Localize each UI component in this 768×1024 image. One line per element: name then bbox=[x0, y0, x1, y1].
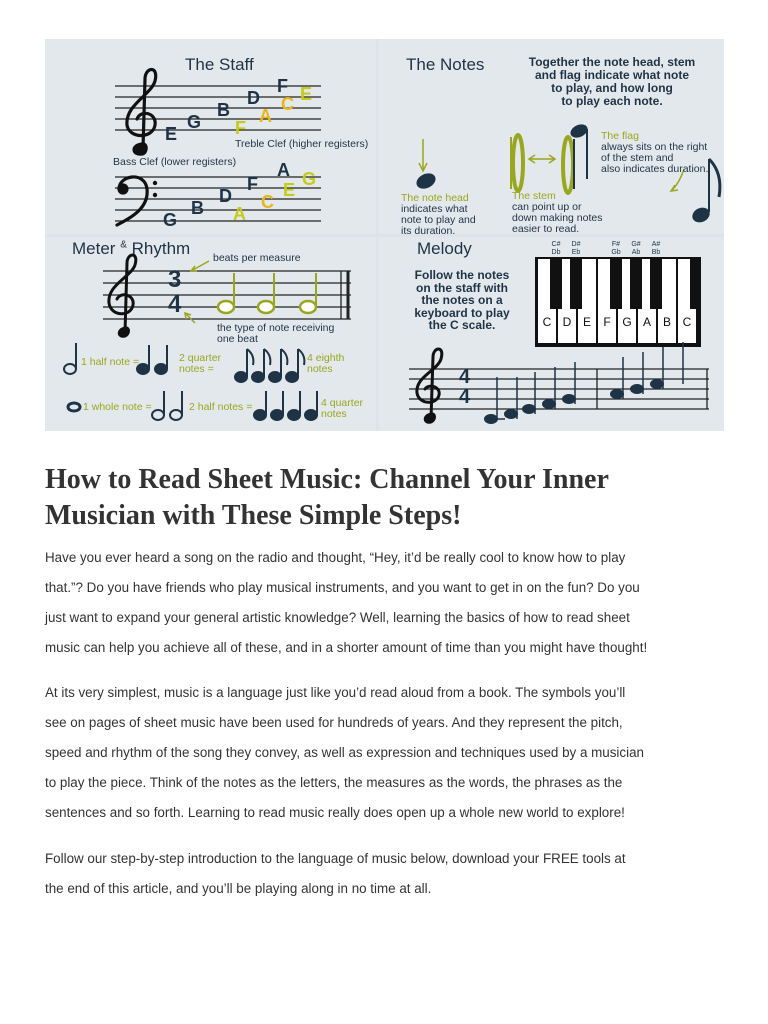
treble-clef-icon bbox=[127, 70, 156, 156]
key-label: F bbox=[603, 315, 611, 329]
accidental-3: F# Gb bbox=[611, 241, 621, 256]
notes-panel bbox=[379, 39, 724, 234]
meter-panel bbox=[45, 237, 376, 431]
notes-title: The Notes bbox=[406, 55, 485, 74]
treble-clef-icon bbox=[417, 349, 442, 423]
music-infographic bbox=[45, 39, 724, 431]
accidental-2: D# Eb bbox=[571, 241, 581, 256]
meter-title: Meter & Rhythm bbox=[72, 239, 191, 258]
treble-clef-icon bbox=[109, 255, 136, 337]
key-label: G bbox=[622, 315, 632, 329]
bass-space-G: G bbox=[302, 169, 317, 189]
treble-space-C: C bbox=[281, 94, 294, 114]
treble-clef-label: Treble Clef (higher registers) bbox=[235, 138, 369, 150]
four-quarter-label: 4 quarter notes bbox=[321, 397, 364, 420]
staff-panel bbox=[45, 39, 376, 234]
article-title: How to Read Sheet Music: Channel Your Inner Musician with These Simple Steps! bbox=[45, 464, 609, 531]
key-label: A bbox=[642, 315, 651, 329]
melody-panel bbox=[379, 237, 724, 431]
intro-paragraph: Have you ever heard a song on the radio and thought, “Hey, it’d be really cool to know how to play that.”? Do you have friends who play musical instruments, and you want to get in on the fun? Do you just want to expand your general artistic knowledge? Well, learning the basics of how to read sheet music can help you achieve all of these, and in a shorter amount of time than you might have thought! bbox=[45, 550, 648, 655]
note-head-caption: The note head indicates what note to play and its duration. bbox=[401, 192, 476, 234]
treble-note-B: B bbox=[217, 100, 230, 120]
treble-note-F: F bbox=[277, 76, 288, 96]
bass-clef-label: Bass Clef (lower registers) bbox=[113, 156, 237, 168]
whole-note-label: 1 whole note = bbox=[83, 401, 152, 413]
half-note-label: 1 half note = bbox=[81, 356, 140, 368]
melody-time-bottom: 4 bbox=[459, 386, 471, 408]
two-quarter-label: 2 quarter notes = bbox=[179, 352, 222, 375]
melody-time-top: 4 bbox=[459, 366, 471, 388]
bass-note-F: F bbox=[247, 174, 258, 194]
melody-description: Follow the notes on the staff with the notes on a keyboard to play the C scale. bbox=[414, 268, 510, 332]
key-label: E bbox=[582, 315, 591, 329]
treble-note-E: E bbox=[165, 124, 178, 144]
bass-note-B: B bbox=[191, 198, 204, 218]
key-label: C bbox=[542, 315, 552, 329]
bass-space-A: A bbox=[233, 204, 246, 224]
melody-drawing bbox=[379, 237, 724, 431]
key-label: B bbox=[662, 315, 671, 329]
accidental-5: A# Bb bbox=[651, 241, 661, 256]
treble-note-D: D bbox=[247, 88, 260, 108]
four-eighth-label: 4 eighth notes bbox=[307, 352, 345, 375]
bass-space-E: E bbox=[283, 180, 296, 200]
bass-note-D: D bbox=[219, 186, 232, 206]
stem-caption: The stem can point up or down making notes easier to read. bbox=[512, 190, 603, 234]
bass-space-C: C bbox=[261, 192, 274, 212]
bass-note-A: A bbox=[277, 160, 290, 180]
treble-note-G: G bbox=[187, 112, 202, 132]
time-signature-bottom: 4 bbox=[168, 291, 182, 318]
bass-clef-icon bbox=[117, 177, 157, 225]
language-paragraph: At its very simplest, music is a language just like you’d read aloud from a book. The symbols you’ll see on pages of sheet music have been used for hundreds of years. And they represent the pitch, speed and rhythm of the song they convey, as well as expression and techniques used by a musician to play the piece. Think of the notes as the letters, the measures as the words, the phrases as the sentences and so forth. Learning to read music really does open up a whole new world to explore! bbox=[45, 685, 644, 820]
notes-intro: Together the note head, stem and flag indicate what note to play, and how long to play each note. bbox=[528, 55, 696, 108]
follow-paragraph: Follow our step-by-step introduction to the language of music below, download your FREE tools at the end of this article, and you’ll be playing along in no time at all. bbox=[45, 851, 626, 896]
melody-title: Melody bbox=[417, 239, 472, 258]
key-label: C bbox=[682, 315, 692, 329]
treble-space-F: F bbox=[235, 118, 246, 138]
treble-space-E: E bbox=[300, 84, 313, 104]
accidental-1: C# Db bbox=[551, 241, 561, 256]
beats-per-measure-label: beats per measure bbox=[213, 252, 301, 264]
two-half-label: 2 half notes = bbox=[189, 401, 253, 413]
treble-space-A: A bbox=[259, 106, 272, 126]
flag-caption: The flag always sits on the right of the stem and also indicates duration. bbox=[601, 130, 709, 175]
accidental-4: G# Ab bbox=[631, 241, 641, 256]
time-signature-top: 3 bbox=[168, 266, 182, 293]
staff-title: The Staff bbox=[185, 55, 254, 74]
beat-type-label: the type of note receiving one beat bbox=[217, 322, 335, 345]
key-label: D bbox=[562, 315, 572, 329]
bass-note-G: G bbox=[163, 210, 178, 230]
